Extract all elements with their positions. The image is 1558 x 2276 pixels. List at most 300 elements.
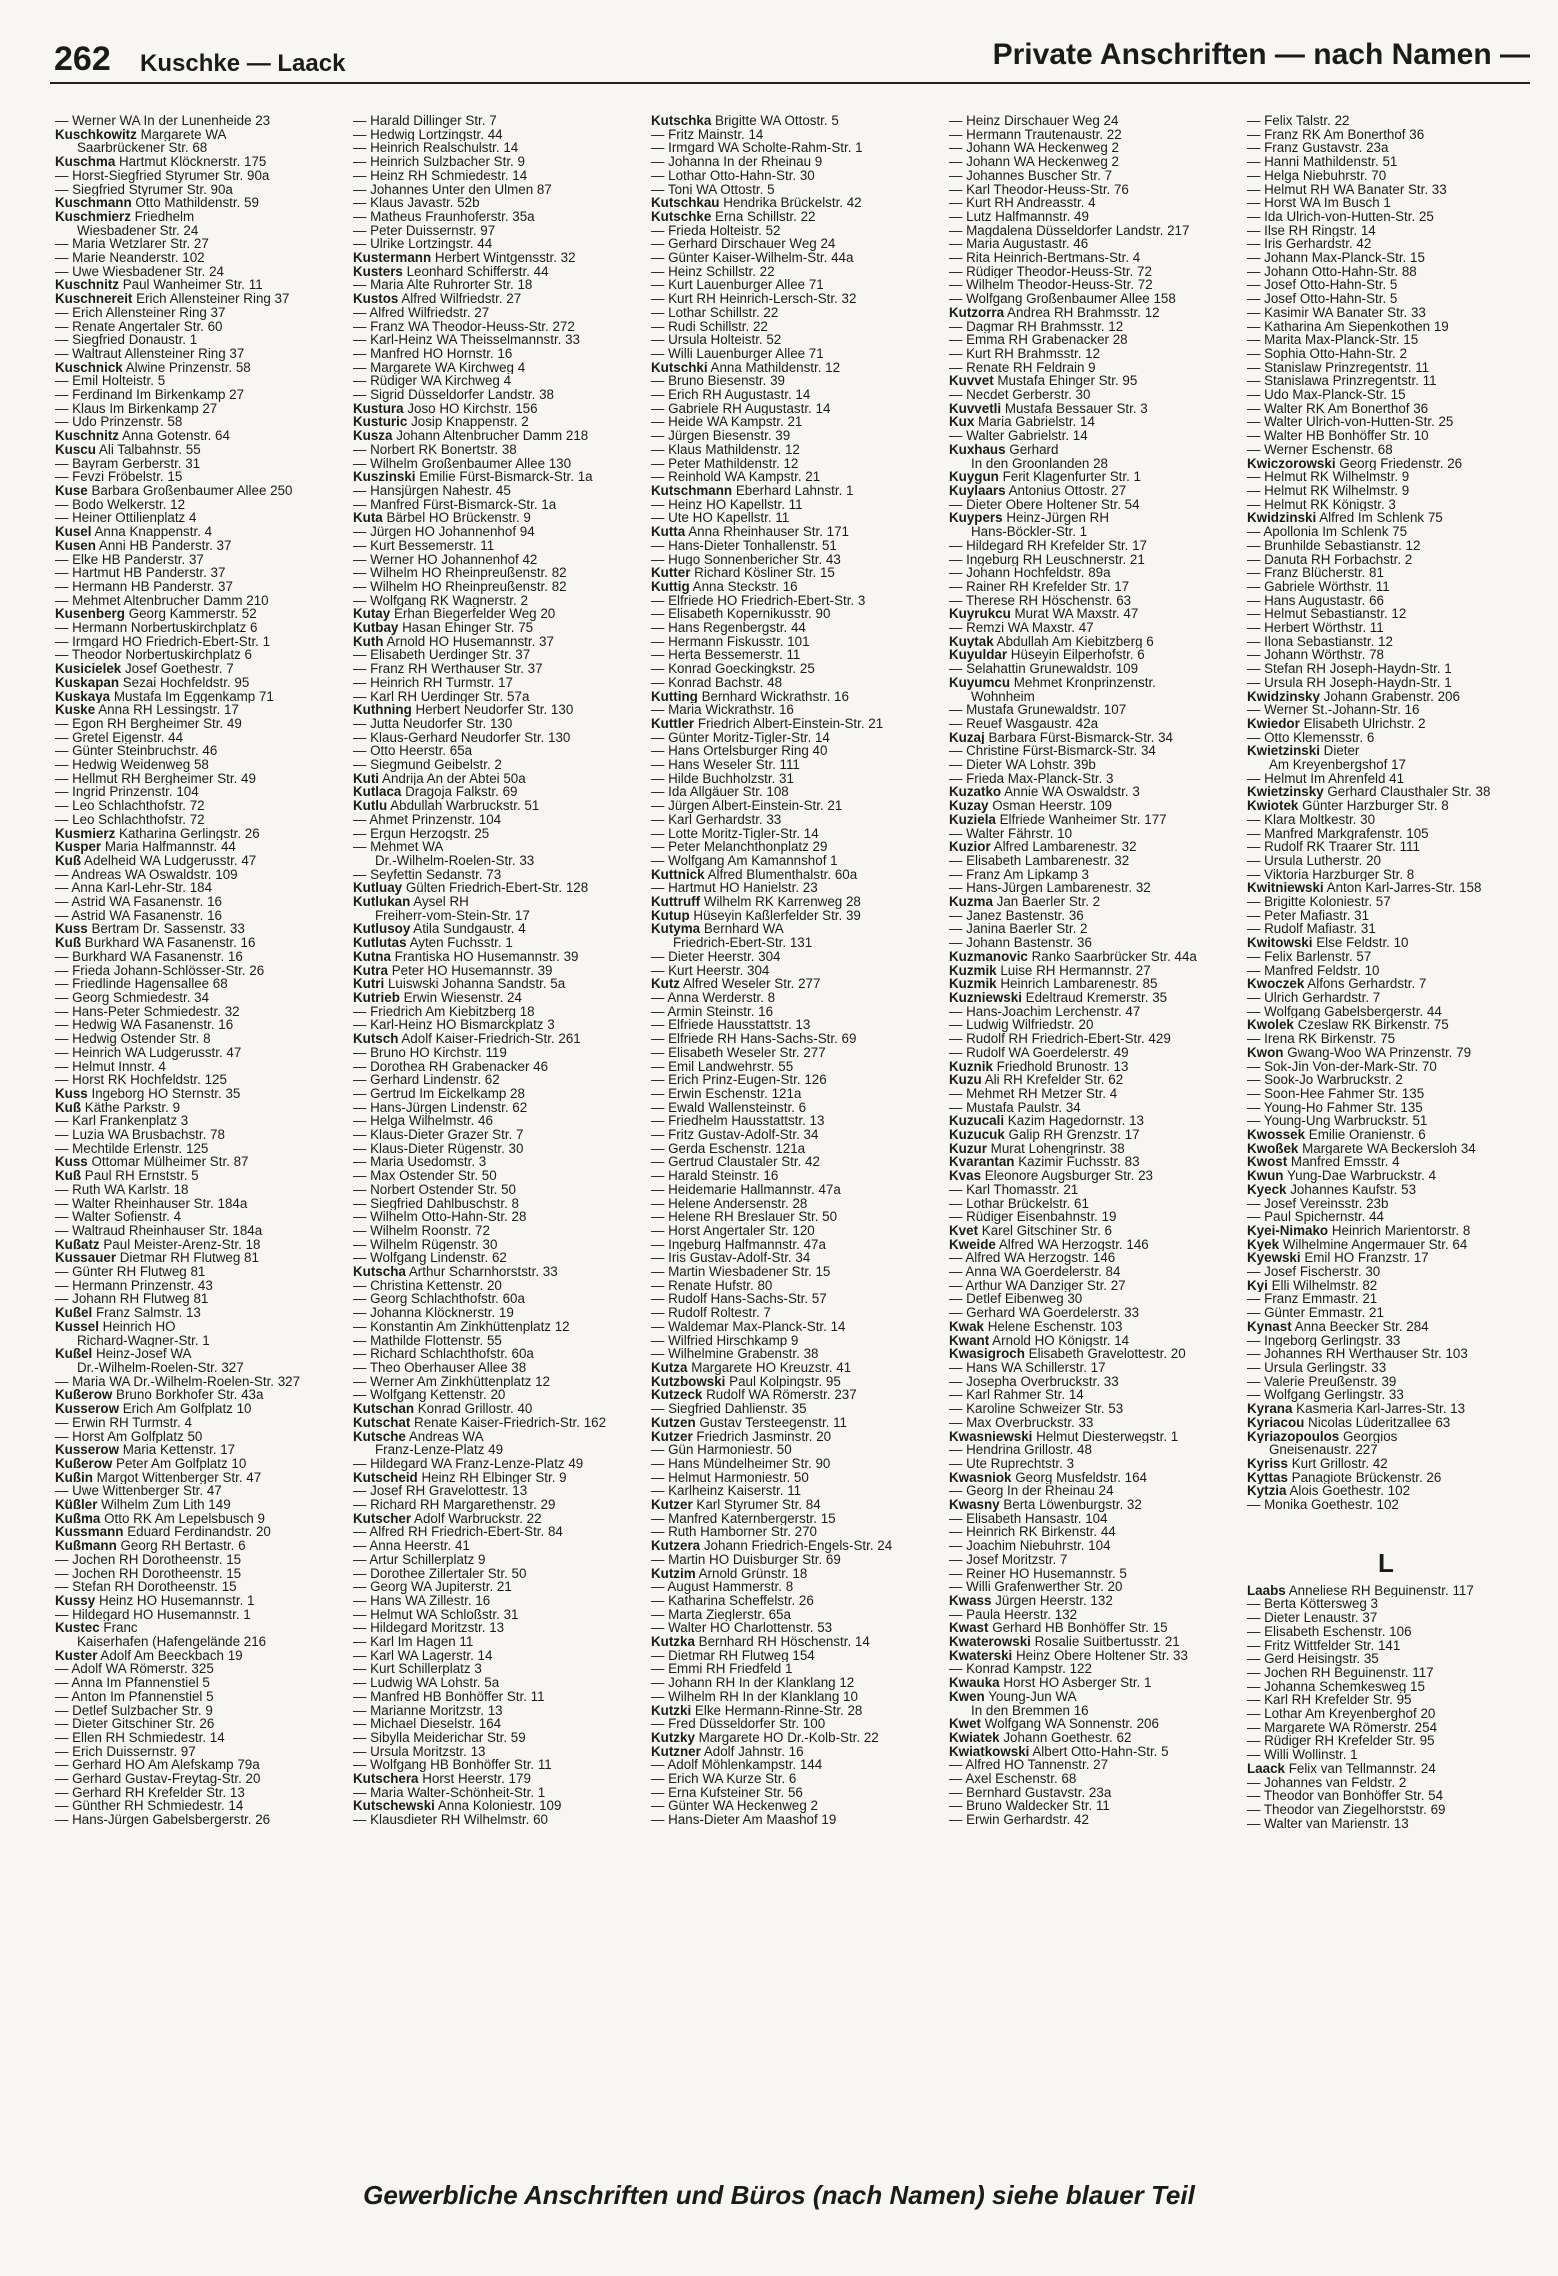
- entry-details: Renate Kaiser-Friedrich-Str. 162: [414, 1415, 607, 1430]
- repeat-dash: —: [55, 1141, 69, 1156]
- repeat-dash: —: [353, 689, 367, 704]
- directory-entry: [55, 1594, 333, 1608]
- entry-details: Manfred Markgrafenstr. 105: [1264, 826, 1429, 841]
- repeat-dash: —: [353, 538, 367, 553]
- surname: Kwass: [949, 1593, 992, 1608]
- repeat-dash: —: [949, 1374, 963, 1389]
- repeat-dash: —: [353, 1045, 367, 1060]
- entry-details: Rita Heinrich-Bertmans-Str. 4: [966, 251, 1141, 265]
- repeat-dash: —: [1247, 1100, 1261, 1115]
- repeat-dash: —: [353, 1593, 367, 1608]
- directory-entry: [949, 799, 1227, 813]
- directory-entry: [1247, 1721, 1515, 1735]
- entry-details: Yung-Dae Warbruckstr. 4: [1286, 1169, 1437, 1183]
- entry-details: Heinz HO Kapellstr. 11: [668, 497, 803, 512]
- surname: Kvet: [949, 1223, 979, 1238]
- entry-details: Peter Mafiastr. 31: [1264, 908, 1370, 923]
- entry-details: Hartmut HB Panderstr. 37: [72, 566, 226, 580]
- repeat-dash: —: [353, 1114, 367, 1129]
- entry-details: Hildegard HO Husemannstr. 1: [72, 1607, 251, 1622]
- entry-details: Heinrich Realschulstr. 14: [370, 141, 519, 156]
- entry-details: Emilie Oranienstr. 6: [1308, 1128, 1426, 1142]
- entry-details: Josip Knappenstr. 2: [411, 415, 529, 430]
- entry-details: Bärbel HO Brückenstr. 9: [386, 511, 531, 526]
- directory-entry: [651, 1690, 929, 1704]
- repeat-dash: —: [651, 812, 665, 827]
- entry-details: Emilie Fürst-Bismarck-Str. 1a: [419, 470, 593, 484]
- directory-entry: [651, 415, 929, 429]
- entry-details: Eleonore Augsburger Str. 23: [984, 1169, 1153, 1183]
- repeat-dash: —: [1247, 1789, 1261, 1803]
- repeat-dash: —: [1247, 442, 1261, 457]
- entry-details: Young-Ung Warbruckstr. 51: [1263, 1114, 1428, 1129]
- repeat-dash: —: [55, 237, 69, 252]
- repeat-dash: —: [1247, 182, 1261, 197]
- entry-details: Elisabeth Eschenstr. 106: [1264, 1624, 1412, 1639]
- directory-entry: [949, 320, 1227, 334]
- directory-entry: [353, 237, 631, 251]
- directory-entry: [949, 484, 1227, 498]
- repeat-dash: —: [949, 936, 963, 950]
- directory-entry: [1247, 402, 1515, 416]
- repeat-dash: —: [1247, 566, 1261, 580]
- entry-details: Alfred Wilfriedstr. 27: [401, 292, 522, 306]
- entry-details: Mustafa Bessauer Str. 3: [1004, 401, 1148, 416]
- directory-entry: [651, 1197, 929, 1211]
- entry-details: Lutz Halfmannstr. 49: [966, 209, 1089, 224]
- surname: Kvarantan: [949, 1155, 1015, 1170]
- entry-details: Jan Baerler Str. 2: [996, 895, 1101, 909]
- directory-entry: [949, 1443, 1227, 1457]
- directory-entry: [55, 553, 333, 567]
- entry-details: Karl RH Krefelder Str. 95: [1264, 1693, 1412, 1708]
- directory-entry: [55, 909, 333, 923]
- entry-details: Janina Baerler Str. 2: [966, 922, 1088, 937]
- entry-details: Helmut Sebastianstr. 12: [1264, 607, 1407, 622]
- entry-details: Maria Alte Ruhrorter Str. 18: [370, 278, 533, 293]
- entry-details: Wilhelm Roonstr. 72: [370, 1223, 490, 1238]
- directory-entry: [353, 320, 631, 334]
- directory-entry: [1247, 1680, 1515, 1694]
- entry-details: Hermann Fiskusstr. 101: [668, 634, 810, 649]
- directory-entry: [55, 1347, 333, 1361]
- entry-details: Josepha Overbruckstr. 33: [966, 1374, 1119, 1389]
- entry-details: Maria Kettenstr. 17: [122, 1443, 236, 1457]
- entry-details: Kurt Schillerplatz 3: [370, 1662, 482, 1677]
- directory-entry: [55, 278, 333, 292]
- repeat-dash: —: [55, 621, 69, 635]
- directory-entry: [1247, 1484, 1515, 1498]
- repeat-dash: —: [353, 1525, 367, 1540]
- directory-entry: [55, 717, 333, 731]
- directory-entry: [651, 525, 929, 539]
- entry-details: Erich Duissernstr. 97: [72, 1744, 196, 1759]
- surname: Kwiatek: [949, 1730, 1000, 1745]
- entry-details: Erich Prinz-Eugen-Str. 126: [668, 1073, 827, 1087]
- repeat-dash: —: [55, 908, 69, 923]
- directory-entry: [949, 237, 1227, 251]
- repeat-dash: —: [1247, 1306, 1261, 1320]
- entry-continuation: Kaiserhafen (Hafengelände 216: [77, 1635, 267, 1649]
- directory-entry: [949, 936, 1227, 950]
- directory-entry: [353, 1772, 631, 1786]
- directory-entry: [949, 964, 1227, 978]
- directory-entry: [949, 1484, 1227, 1498]
- directory-entry: [353, 1799, 631, 1813]
- entry-details: Mehmet WA: [370, 840, 444, 854]
- directory-entry: [1247, 457, 1515, 471]
- entry-details: Burkhard WA Fasanenstr. 16: [72, 949, 243, 964]
- entry-details: Heinrich HO: [102, 1319, 176, 1334]
- entry-details: Johann Goethestr. 62: [1003, 1730, 1132, 1745]
- entry-details: Abdullah Am Kiebitzberg 6: [996, 634, 1154, 649]
- repeat-dash: —: [1247, 168, 1261, 183]
- surname: Kuß: [55, 936, 82, 950]
- entry-details: Joachim Niebuhrstr. 104: [966, 1539, 1111, 1553]
- repeat-dash: —: [651, 1114, 665, 1129]
- directory-entry: [949, 361, 1227, 375]
- directory-entry: [949, 744, 1227, 758]
- entry-details: Günter RH Flutweg 81: [72, 1265, 206, 1279]
- directory-entry: [651, 1430, 929, 1444]
- entry-details: Sezai Hochfeldstr. 95: [122, 675, 250, 690]
- directory-entry: [651, 1183, 929, 1197]
- surname: Kuyumcu: [949, 675, 1011, 690]
- directory-entry: [651, 1512, 929, 1526]
- surname: Kutlutas: [353, 936, 407, 950]
- repeat-dash: —: [651, 264, 665, 279]
- entry-details: Manfred HB Bonhöffer Str. 11: [370, 1689, 545, 1704]
- entry-details: Rudolf Mafiastr. 31: [1264, 922, 1376, 937]
- entry-details: Andrija An der Abtei 50a: [382, 771, 526, 786]
- repeat-dash: —: [651, 1141, 665, 1156]
- entry-details: Karl-Heinz WA Theisselmannstr. 33: [370, 333, 580, 347]
- directory-entry: [651, 1772, 929, 1786]
- entry-details: Max Ostender Str. 50: [370, 1169, 497, 1183]
- directory-entry: [55, 1142, 333, 1156]
- directory-entry: [651, 553, 929, 567]
- directory-entry: [949, 511, 1227, 525]
- surname: Kutrieb: [353, 991, 400, 1005]
- entry-details: Franz WA Theodor-Heuss-Str. 272: [370, 319, 575, 334]
- directory-entry: [651, 717, 929, 731]
- repeat-dash: —: [353, 1539, 367, 1553]
- directory-entry: [651, 470, 929, 484]
- entry-details: Emil HO Franzstr. 17: [1304, 1251, 1429, 1266]
- entry-details: Anna Werderstr. 8: [667, 991, 776, 1005]
- repeat-dash: —: [1247, 1114, 1261, 1129]
- directory-entry: [1247, 785, 1515, 799]
- entry-details: Anton Karl-Jarres-Str. 158: [1326, 881, 1482, 896]
- repeat-dash: —: [353, 1730, 367, 1745]
- directory-entry: [55, 868, 333, 882]
- entry-details: Wolfgang WA Sonnenstr. 206: [984, 1717, 1159, 1731]
- entry-details: Alwine Prinzenstr. 58: [125, 360, 251, 375]
- entry-details: Frieda Max-Planck-Str. 3: [966, 771, 1114, 786]
- directory-entry: [55, 1430, 333, 1444]
- entry-details: Panagiote Brückenstr. 26: [1291, 1470, 1442, 1485]
- directory-entry: [651, 1128, 929, 1142]
- repeat-dash: —: [651, 1169, 665, 1183]
- repeat-dash: —: [651, 648, 665, 663]
- directory-entry: [1247, 772, 1515, 786]
- directory-entry: [1247, 1073, 1515, 1087]
- repeat-dash: —: [1247, 401, 1261, 416]
- directory-column-5: [1247, 114, 1515, 2144]
- repeat-dash: —: [55, 1758, 69, 1773]
- entry-details: Waltraut Allensteiner Ring 37: [72, 346, 245, 361]
- directory-entry: [353, 278, 631, 292]
- directory-entry: [353, 1183, 631, 1197]
- directory-entry: [651, 1114, 929, 1128]
- directory-entry: [651, 991, 929, 1005]
- directory-entry: [1247, 1817, 1515, 1831]
- entry-details: Anton Im Pfannenstiel 5: [71, 1689, 214, 1704]
- surname: Kußel: [55, 1306, 93, 1320]
- directory-entry: [1247, 566, 1515, 580]
- repeat-dash: —: [55, 319, 69, 334]
- repeat-dash: —: [55, 977, 69, 991]
- repeat-dash: —: [651, 456, 665, 471]
- directory-entry: [1247, 1224, 1515, 1238]
- entry-details: Katharina Scheffelstr. 26: [668, 1593, 814, 1608]
- surname: Kwaterski: [949, 1648, 1013, 1663]
- entry-details: Maria Gabrielstr. 14: [978, 415, 1095, 430]
- entry-details: Erwin RH Turmstr. 4: [72, 1415, 192, 1430]
- repeat-dash: —: [651, 1086, 665, 1101]
- directory-entry: [1247, 977, 1515, 991]
- entry-details: Seyfettin Sedanstr. 73: [370, 867, 502, 882]
- directory-entry: [651, 1799, 929, 1813]
- directory-entry: [949, 1512, 1227, 1526]
- repeat-dash: —: [651, 1223, 665, 1238]
- entry-details: Bruno Biesenstr. 39: [668, 374, 785, 389]
- entry-continuation: Hans-Böckler-Str. 1: [971, 525, 1088, 539]
- repeat-dash: —: [1247, 812, 1261, 827]
- repeat-dash: —: [949, 593, 963, 608]
- surname: Kwasniok: [949, 1470, 1012, 1485]
- entry-details: Horst HO Asberger Str. 1: [1003, 1676, 1152, 1690]
- directory-entry: [353, 1484, 631, 1498]
- entry-details: Gabriele RH Augustastr. 14: [668, 401, 831, 416]
- directory-entry: [651, 964, 929, 978]
- entry-details: Ingeborg HO Sternstr. 35: [91, 1086, 241, 1101]
- repeat-dash: —: [1247, 1210, 1261, 1224]
- repeat-dash: —: [1247, 319, 1261, 334]
- surname: Kwitowski: [1247, 936, 1313, 950]
- surname: Kwak: [949, 1319, 984, 1334]
- entry-details: Theo Oberhauser Allee 38: [369, 1360, 527, 1375]
- section-title: Private Anschriften — nach Namen —: [992, 38, 1530, 71]
- directory-entry: [651, 1060, 929, 1074]
- directory-entry: [353, 1073, 631, 1087]
- repeat-dash: —: [949, 1360, 963, 1375]
- entry-details: Friedhelm Hausstattstr. 13: [668, 1114, 825, 1129]
- surname: Kuskaya: [55, 689, 111, 704]
- directory-entry: [55, 635, 333, 649]
- directory-entry: [651, 1279, 929, 1293]
- repeat-dash: —: [1247, 264, 1261, 279]
- directory-column-2: [353, 114, 631, 2144]
- directory-entry: [353, 511, 631, 525]
- entry-details: Hans-Jürgen Lindenstr. 62: [370, 1100, 528, 1115]
- directory-entry: [1247, 662, 1515, 676]
- repeat-dash: —: [55, 716, 69, 731]
- directory-entry: [949, 333, 1227, 347]
- entry-details: Erhan Biegerfelder Weg 20: [393, 607, 556, 622]
- repeat-dash: —: [55, 1785, 69, 1800]
- repeat-dash: —: [949, 1196, 963, 1211]
- surname: Kusel: [55, 525, 92, 539]
- repeat-dash: —: [949, 168, 963, 183]
- directory-entry: [651, 1498, 929, 1512]
- directory-entry: [353, 1608, 631, 1622]
- directory-entry: [1247, 840, 1515, 854]
- surname: Kuschkowitz: [55, 127, 137, 142]
- entry-details: Hans Mündelheimer Str. 90: [668, 1456, 831, 1471]
- directory-entry: [353, 1361, 631, 1375]
- directory-entry: [1247, 950, 1515, 964]
- entry-details: Emma RH Grabenacker 28: [966, 333, 1128, 347]
- directory-entry: [55, 1731, 333, 1745]
- entry-details: Gerhard Lindenstr. 62: [370, 1073, 500, 1087]
- entry-details: Jochen RH Dorotheenstr. 15: [72, 1566, 242, 1581]
- directory-entry: [949, 566, 1227, 580]
- entry-details: Alfred Im Schlenk 75: [1319, 511, 1443, 526]
- entry-details: Hildegard Moritzstr. 13: [370, 1621, 505, 1636]
- directory-entry: [353, 621, 631, 635]
- repeat-dash: —: [55, 963, 69, 978]
- surname: Kuszinski: [353, 470, 416, 484]
- directory-entry: [1247, 922, 1515, 936]
- repeat-dash: —: [55, 1607, 69, 1622]
- entry-details: Hermann Norbertuskirchplatz 6: [72, 621, 258, 635]
- repeat-dash: —: [353, 1169, 367, 1183]
- directory-entry: [55, 854, 333, 868]
- surname: Kussmann: [55, 1525, 124, 1540]
- directory-entry: [949, 1388, 1227, 1402]
- entry-details: Klara Moltkestr. 30: [1264, 812, 1376, 827]
- directory-entry: [1247, 1292, 1515, 1306]
- entry-details: Joso HO Kirchstr. 156: [407, 401, 538, 416]
- entry-details: Otto Mathildenstr. 59: [135, 196, 259, 210]
- entry-details: Elli Wilhelmstr. 82: [1271, 1278, 1378, 1293]
- entry-details: Ingeborg Gerlingstr. 33: [1264, 1333, 1401, 1348]
- entry-details: Fritz Mainstr. 14: [668, 127, 764, 142]
- entry-details: Johanna In der Rheinau 9: [668, 155, 823, 169]
- directory-entry: [353, 292, 631, 306]
- entry-details: Leonhard Schifferstr. 44: [406, 264, 549, 279]
- entry-details: Brunhilde Sebastianstr. 12: [1264, 538, 1421, 553]
- directory-entry: [949, 840, 1227, 854]
- entry-details: Friedrich Jasminstr. 20: [696, 1429, 832, 1444]
- entry-details: Anna Beecker Str. 284: [1294, 1319, 1429, 1334]
- directory-entry: [651, 827, 929, 841]
- repeat-dash: —: [949, 1278, 963, 1293]
- entry-details: Hasan Ehinger Str. 75: [402, 621, 534, 635]
- directory-entry: [651, 690, 929, 704]
- entry-details: Johann Bastenstr. 36: [966, 936, 1092, 950]
- entry-details: Kurt Heerstr. 304: [668, 963, 770, 978]
- directory-entry: [1247, 347, 1515, 361]
- entry-details: Lothar Otto-Hahn-Str. 30: [668, 168, 815, 183]
- entry-details: Bodo Welkerstr. 12: [72, 497, 186, 512]
- repeat-dash: —: [1247, 1748, 1261, 1762]
- repeat-dash: —: [949, 141, 963, 156]
- directory-entry: [949, 306, 1227, 320]
- repeat-dash: —: [55, 1196, 69, 1211]
- entry-details: Jürgen Biesenstr. 39: [668, 429, 791, 443]
- directory-entry: [353, 772, 631, 786]
- repeat-dash: —: [651, 1306, 665, 1320]
- entry-details: Hendrina Grillostr. 48: [966, 1443, 1092, 1457]
- surname: Kutscheid: [353, 1470, 418, 1485]
- repeat-dash: —: [353, 374, 367, 389]
- repeat-dash: —: [353, 675, 367, 690]
- directory-entry: [55, 1758, 333, 1772]
- surname: Kustura: [353, 401, 404, 416]
- repeat-dash: —: [1247, 552, 1261, 567]
- directory-entry: [949, 1649, 1227, 1663]
- entry-details: Gretel Eigenstr. 44: [72, 730, 184, 745]
- repeat-dash: —: [651, 799, 665, 813]
- directory-entry: [651, 662, 929, 676]
- repeat-dash: —: [651, 305, 665, 320]
- entry-details: Herbert Wintgensstr. 32: [434, 251, 576, 265]
- directory-entry: [55, 128, 333, 142]
- directory-entry: [651, 1210, 929, 1224]
- directory-entry: [949, 648, 1227, 662]
- repeat-dash: —: [651, 1456, 665, 1471]
- repeat-dash: —: [1247, 634, 1261, 649]
- entry-details: Günter Harzburger Str. 8: [1302, 799, 1449, 813]
- directory-entry: [55, 648, 333, 662]
- repeat-dash: —: [353, 1607, 367, 1622]
- entry-details: Ruth Hamborner Str. 270: [668, 1525, 817, 1540]
- entry-details: Paul Meister-Arenz-Str. 18: [103, 1237, 261, 1252]
- entry-details: Mustafa Im Eggenkamp 71: [113, 689, 274, 704]
- entry-details: Helene Eschenstr. 103: [987, 1319, 1123, 1334]
- repeat-dash: —: [651, 1511, 665, 1526]
- surname: Kuzu: [949, 1073, 982, 1087]
- repeat-dash: —: [353, 1580, 367, 1594]
- entry-details: Elke Hermann-Rinne-Str. 28: [694, 1703, 863, 1718]
- entry-details: Rudolf RK Traarer Str. 111: [1264, 840, 1420, 854]
- directory-column-4: [949, 114, 1227, 2144]
- directory-entry: [55, 402, 333, 416]
- entry-details: Helmut Im Ahrenfeld 41: [1264, 771, 1405, 786]
- directory-entry: [353, 525, 631, 539]
- repeat-dash: —: [353, 456, 367, 471]
- entry-details: Necdet Gerberstr. 30: [966, 388, 1091, 402]
- repeat-dash: —: [651, 251, 665, 265]
- directory-entry: [353, 443, 631, 457]
- entry-details: Rudolf WA Römerstr. 237: [706, 1388, 857, 1403]
- surname: Kutluay: [353, 881, 403, 896]
- entry-details: Sibylla Meiderichar Str. 59: [370, 1730, 526, 1745]
- repeat-dash: —: [55, 1278, 69, 1293]
- entry-details: Johannes Buscher Str. 7: [966, 168, 1113, 183]
- directory-entry: [651, 785, 929, 799]
- repeat-dash: —: [55, 1018, 69, 1033]
- repeat-dash: —: [651, 127, 665, 142]
- repeat-dash: —: [353, 1360, 367, 1375]
- entry-details: Bayram Gerberstr. 31: [72, 456, 201, 471]
- repeat-dash: —: [353, 1059, 367, 1074]
- entry-details: Mustafa Ehinger Str. 95: [997, 374, 1138, 389]
- directory-entry: [949, 114, 1227, 128]
- directory-entry: [651, 881, 929, 895]
